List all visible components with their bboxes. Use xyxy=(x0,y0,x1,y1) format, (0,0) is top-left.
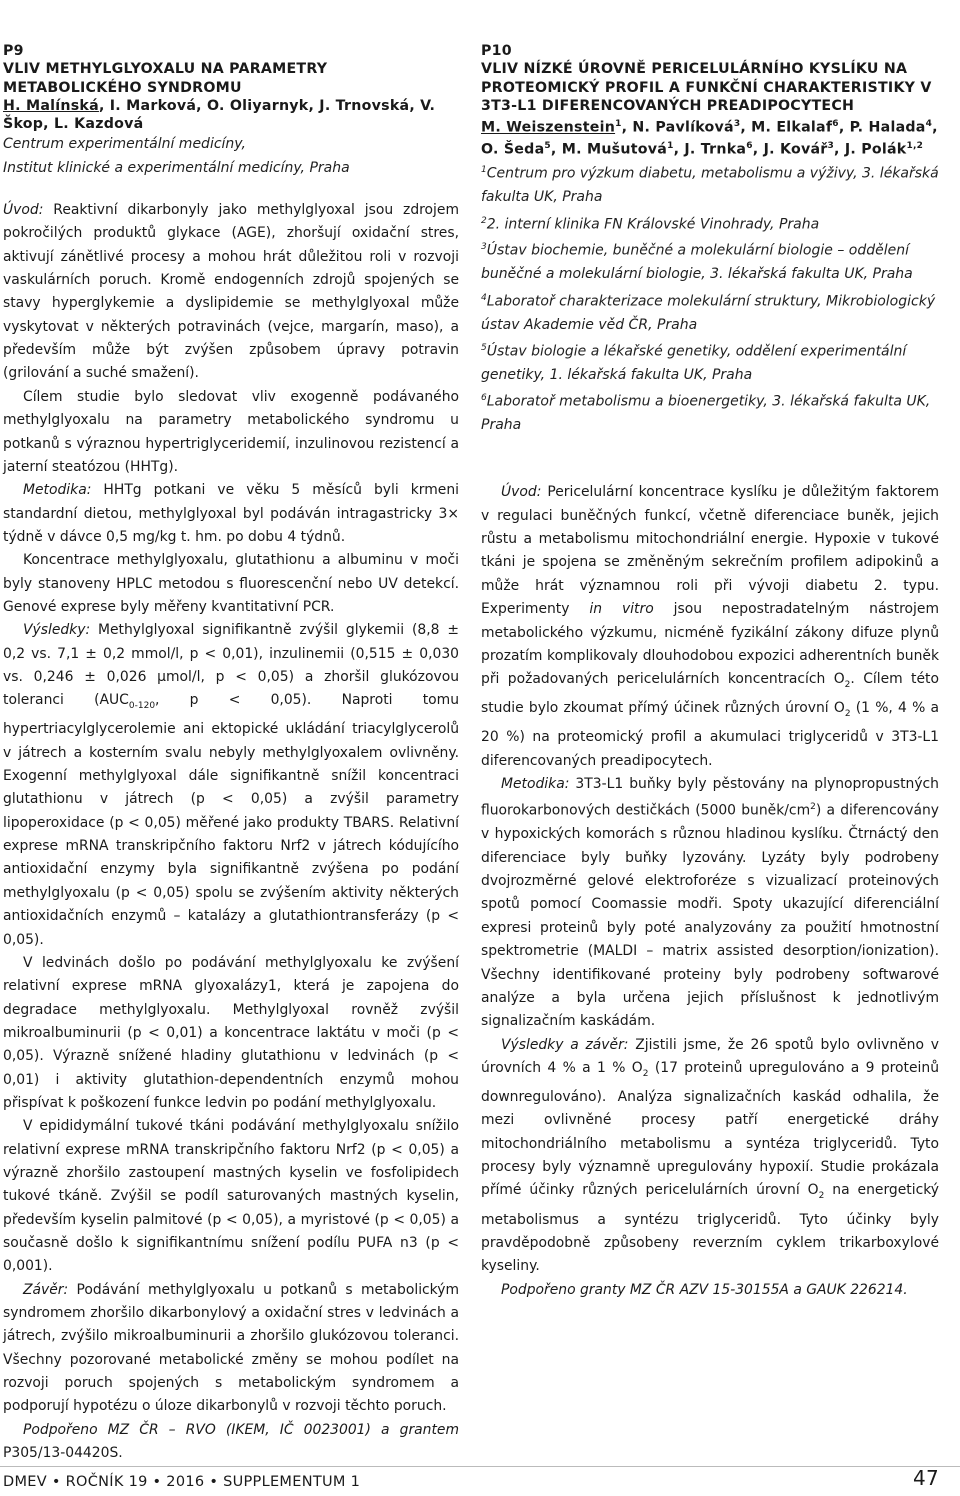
affiliation: $^5$Ústav biologie a lékařské genetiky, oddělení experimentální genetiky, 1. lékařská fakulta UK, Praha xyxy=(481,342,907,383)
abstract-p9 xyxy=(3,42,459,1465)
paragraph-koncentrace: Koncentrace methylglyoxalu, glutathionu a albuminu v moči byly stanoveny HPLC metodou s fluorescenční nebo UV detekcí. Genové exprese byly měřeny kvantitativní PCR. xyxy=(3,552,459,615)
abstract-title: VLIV NÍZKÉ ÚROVNĚ PERICELULÁRNÍHO KYSLÍKU NA PROTEOMICKÝ PROFIL A FUNKČNÍ CHARAKTERISTIKY V 3T3-L1 DIFERENCOVANÝCH PREADIPOCYTECH xyxy=(481,61,932,114)
page-number: 47 xyxy=(912,1466,939,1490)
section-label: Úvod: xyxy=(501,484,542,501)
abstract-p10 xyxy=(481,42,939,1302)
page-footer xyxy=(3,1466,939,1494)
affiliation: $^6$Laboratoř metabolismu a bioenergetiky, 3. lékařská fakulta UK, Praha xyxy=(481,393,931,434)
abstract-title: VLIV METHYLGLYOXALU NA PARAMETRY METABOLICKÉHO SYNDROMU xyxy=(3,61,328,96)
section-label: Úvod: xyxy=(3,202,44,219)
paragraph-grant: Podpořeno MZ ČR – RVO (IKEM, IČ 0023001) a grantem P305/13-04420S. xyxy=(3,1421,459,1462)
section-label: Výsledky a závěr: xyxy=(501,1036,629,1053)
affiliation: $^1$Centrum pro výzkum diabetu, metabolismu a výživy, 3. lékařská fakulta UK, Praha xyxy=(481,165,939,206)
author-list xyxy=(3,97,459,134)
affiliation: Institut klinické a experimentální medicíny, Praha xyxy=(3,159,350,176)
section-label: Výsledky: xyxy=(23,622,91,639)
affiliation: Centrum experimentální medicíny, xyxy=(3,136,246,153)
paragraph-zaver: Závěr: Podávání methylglyoxalu u potkanů s metabolickým syndromem zhoršilo dikarbonylový a oxidační stres v ledvinách a játrech, zvýšilo mikroalbuminurii a zhoršilo glukózovou toleranci. Všechny pozorované metabolické změny se mohou podílet na rozvoji poruch spojených s metabolickým syndromem a podporují hypotézu o úloze dikarbonylů v rozvoji těchto poruch. xyxy=(3,1281,459,1415)
first-author: H. Malínská xyxy=(3,97,99,114)
paragraph-metodika: Metodika: HHTg potkani ve věku 5 měsíců byli krmeni standardní dietou, methylglyoxal byl podáván intragastricky 3× týdně v dávce 0,5 mg/kg t. hm. po dobu 4 týdnů. xyxy=(3,482,459,545)
paragraph-ledviny: V ledvinách došlo po podávání methylglyoxalu ke zvýšení relativní exprese mRNA glyoxalázy1, která je zapojena do degradace methylglyoxalu. Methylglyoxal rovněž zvýšil mikroalbuminurii (p < 0,01) a koncentrace laktátu v moči (p < 0,05). Výrazně snížené hladiny glutathionu v ledvinách (p < 0,01) i aktivity glutathion-dependentních enzymů mohou přispívat k poškození funkce ledvin po podání methylglyoxalu. xyxy=(3,954,459,1111)
journal-info: DMEV • ROČNÍK 19 • 2016 • SUPPLEMENTUM 1 xyxy=(3,1474,361,1490)
other-authors: , I. Marková, O. Oliyarnyk, J. Trnovská, V. Škop, L. Kazdová xyxy=(3,97,436,133)
paragraph-vysledky: Výsledky: Methylglyoxal signifikantně zvýšil glykemii (8,8 ± 0,2 vs. 7,1 ± 0,2 mmol/l, p < 0,01), inzulinemii (0,515 ± 0,030 vs. 0,246 ± 0,026 µmol/l, p < 0,05) a zhoršil glukózovou toleranci ($AUC_{0-120}$, p < 0,05). Naproti tomu hypertriacylglycerolemie ani ektopické ukládání triacylglycerolů v játrech a kosterním svalu nebyly methylglyoxalem ovlivněny. Exogenní methylglyoxal dále signifikantně snížil koncentraci glutathionu v játrech (p < 0,05) a zvýšil parametry lipoperoxidace (p < 0,05) měřené jako produkty TBARS. Relativní exprese mRNA transkripčního faktoru Nrf2 v játrech kódujícího antioxidační enzymy byla signifikantně zvýšena po podání methylglyoxalu (p < 0,05) spolu se zvýšením aktivity některých antioxidačních enzymů – katalázy a glutathiontransferázy (p < 0,05). xyxy=(3,622,460,948)
paragraph-tukova-tkan: V epididymální tukové tkáni podávání methylglyoxalu snížilo relativní exprese mRNA transkripčního faktoru Nrf2 (p < 0,05) a výrazně zhoršilo zastoupení mastných kyselin ve fosfolipidech tukové tkáně. Zvýšil se podíl saturovaných mastných kyselin, především kyselin palmitové (p < 0,05), a myristové (p < 0,05) a současně došlo k signifikantnímu snížení podílu PUFA n3 (p < 0,001). xyxy=(3,1118,459,1275)
footer-rule xyxy=(0,1466,960,1467)
paragraph-cil: Cílem studie bylo sledovat vliv exogenně podávaného methylglyoxalu na parametry metabolického syndromu u potkanů s výraznou hypertriglyceridemií, inzulinovou rezistencí a jaterní steatózou (HHTg). xyxy=(3,388,459,475)
section-label: Metodika: xyxy=(501,776,570,793)
section-label: Závěr: xyxy=(23,1281,69,1298)
author-list: M. Weiszenstein$^1$, N. Pavlíková$^3$, M. Elkalaf$^6$, P. Halada$^4$, O. Šeda$^5$, M. Mušutová$^1$, J. Trnka$^6$, J. Kovář$^3$, J. Polák$^{1,2}$ xyxy=(481,119,938,158)
first-author: M. Weiszenstein xyxy=(481,119,616,136)
paragraph-vysledky: Výsledky a závěr: Zjistili jsme, že 26 spotů bylo ovlivněno v úrovních 4 % a 1 % $O_2$ (17 proteinů upregulováno a 9 proteinů downregulováno). Analýza signalizačních kaskád odhalila, že mezi ovlivněné procesy patří energetické dráhy mitochondriálního metabolismu a syntéza triglyceridů. Tyto procesy byly významně upregulovány hypoxií. Studie prokázala přímé účinky různých pericelulárních úrovní $O_2$ na energetický metabolismus a syntézu triglyceridů. Tyto účinky byly pravděpodobně způsobeny reverzním cyklem trikarboxylové kyseliny. xyxy=(481,1036,940,1275)
section-label: Metodika: xyxy=(23,482,92,499)
abstract-id: P9 xyxy=(3,43,24,59)
affiliation: $^3$Ústav biochemie, buněčné a molekulární biologie – oddělení buněčné a molekulární biologie, 3. lékařská fakulta UK, Praha xyxy=(481,242,913,283)
affiliation: $^2$2. interní klinika FN Královské Vinohrady, Praha xyxy=(481,215,820,233)
paragraph-uvod: Úvod: Pericelulární koncentrace kyslíku je důležitým faktorem v regulaci buněčných funkcí, včetně diferenciace buněk, jejich růstu a metabolismu mitochondriální energie. Hypoxie v tukové tkáni je spojena se změněným sekrečním profilem adipokinů a může hrát významnou roli při vývoji diabetu 2. typu. Experimenty in vitro jsou nepostradatelným nástrojem metabolického výzkumu, nicméně fyzikální zákony difuze plynů prozatím komplikovaly dlouhodobou expozici adherentních buněk při požadovaných pericelulárních koncentracích $O_2$. Cílem této studie bylo zkoumat přímý účinek různých úrovní $O_2$ (1 %, 4 % a 20 %) na proteomický profil a akumulaci triglyceridů v 3T3-L1 diferencovaných preadipocytech. xyxy=(481,484,939,769)
paragraph-grant: Podpořeno granty MZ ČR AZV 15-30155A a GAUK 226214. xyxy=(501,1281,908,1298)
paragraph-metodika: Metodika: 3T3-L1 buňky byly pěstovány na plynopropustných fluorokarbonových destičkách (5000 buněk/$cm^2$) a diferencovány v hypoxických komorách s různou hladinou kyslíku. Čtrnáctý den diferenciace byly buňky lyzovány. Lyzáty byly podrobeny dvojrozměrné gelové elektroforéze s vizualizací proteinových spotů pomocí Coomassie modři. Spoty ukazující diferenciální expresi proteinů byly poté analyzovány za použití hmotnostní spektrometrie (MALDI – matrix assisted desorption/ionization). Všechny identifikované proteiny byly podrobeny softwarové analýze a byla určena jejich příslušnost k jednotlivým signalizačním kaskádám. xyxy=(481,776,939,1030)
affiliation: $^4$Laboratoř charakterizace molekulární struktury, Mikrobiologický ústav Akademie věd ČR, Praha xyxy=(481,292,936,333)
abstract-id: P10 xyxy=(481,43,512,59)
affiliation-list xyxy=(481,159,939,437)
paragraph-uvod: Úvod: Reaktivní dikarbonyly jako methylglyoxal jsou zdrojem pokročilých produktů glykace (AGE), zhoršují oxidační stres, aktivují zánětlivé procesy a mohou hrát důležitou roli v rozvoji vaskulárních poruch. Kromě endogenních zdrojů spojených se stavy hyperglykemie a dyslipidemie se methylglyoxal může vyskytovat v některých potravinách (vejce, margarín, maso), a především může být zvýšen způsobem úpravy potravin (grilování a suché smažení). xyxy=(3,202,459,382)
